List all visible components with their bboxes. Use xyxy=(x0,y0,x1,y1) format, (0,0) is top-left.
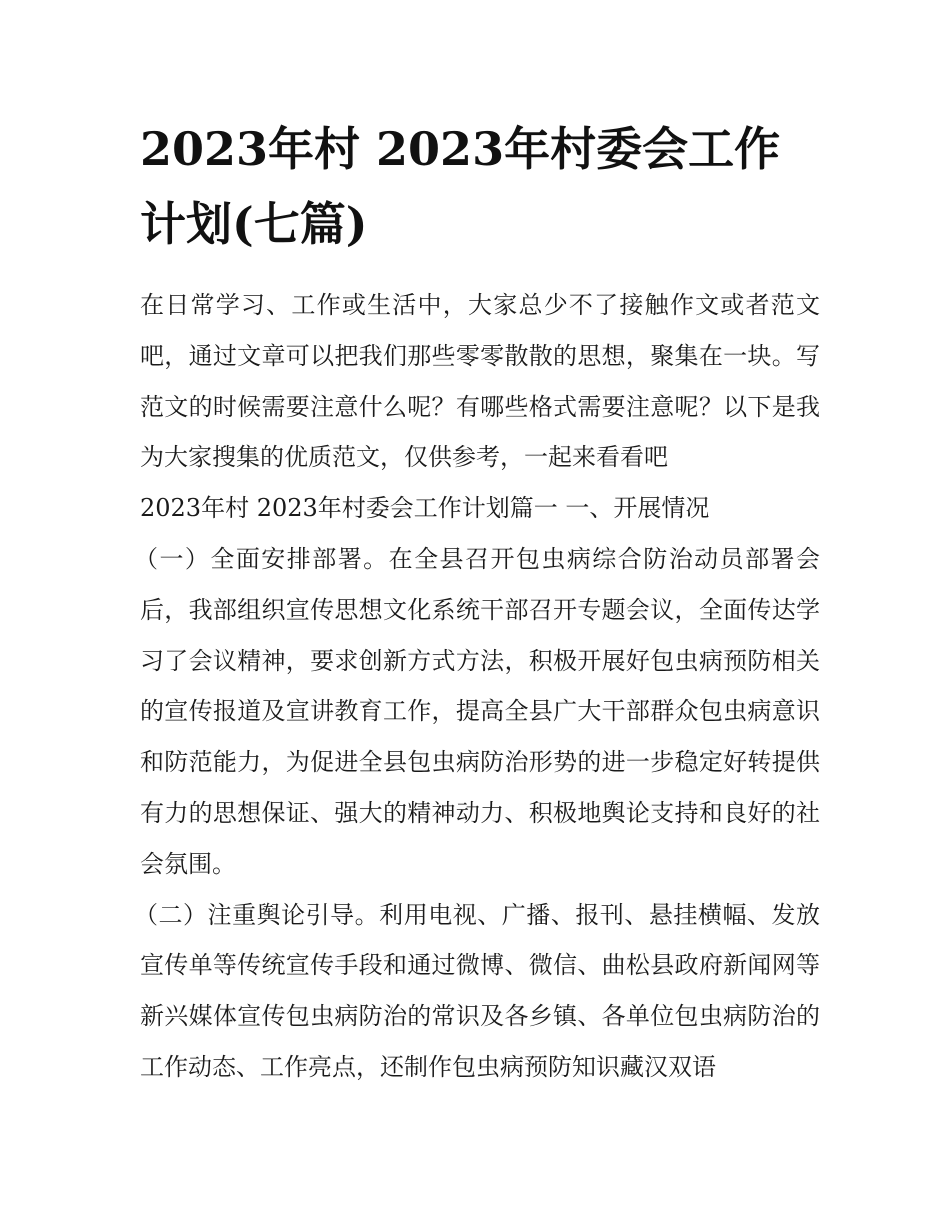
document-body xyxy=(134,280,820,1093)
section-heading: 2023年村 2023年村委会工作计划篇一 一、开展情况 xyxy=(140,494,710,523)
document-title: 2023年村 2023年村委会工作计划(七篇) xyxy=(140,122,781,251)
paragraph-deployment: （一）全面安排部署。在全县召开包虫病综合防治动员部署会后，我部组织宣传思想文化系统干部召开专题会议，全面传达学习了会议精神，要求创新方式方法，积极开展好包虫病预防相关的宣传报道及宣讲教育工作，提高全县广大干部群众包虫病意识和防范能力，为促进全县包虫病防治形势的进一步稳定好转提供有力的思想保证、强大的精神动力、积极地舆论支持和良好的社会氛围。 xyxy=(134,544,820,878)
intro-paragraph: 在日常学习、工作或生活中，大家总少不了接触作文或者范文吧，通过文章可以把我们那些零零散散的思想，聚集在一块。写范文的时候需要注意什么呢？有哪些格式需要注意呢？以下是我为大家搜集的优质范文，仅供参考，一起来看看吧 xyxy=(140,291,820,472)
paragraph-public-opinion: （二）注重舆论引导。利用电视、广播、报刊、悬挂横幅、发放宣传单等传统宣传手段和通过微博、微信、曲松县政府新闻网等新兴媒体宣传包虫病防治的常识及各乡镇、各单位包虫病防治的工作动态、工作亮点，还制作包虫病预防知识藏汉双语 xyxy=(134,900,820,1081)
